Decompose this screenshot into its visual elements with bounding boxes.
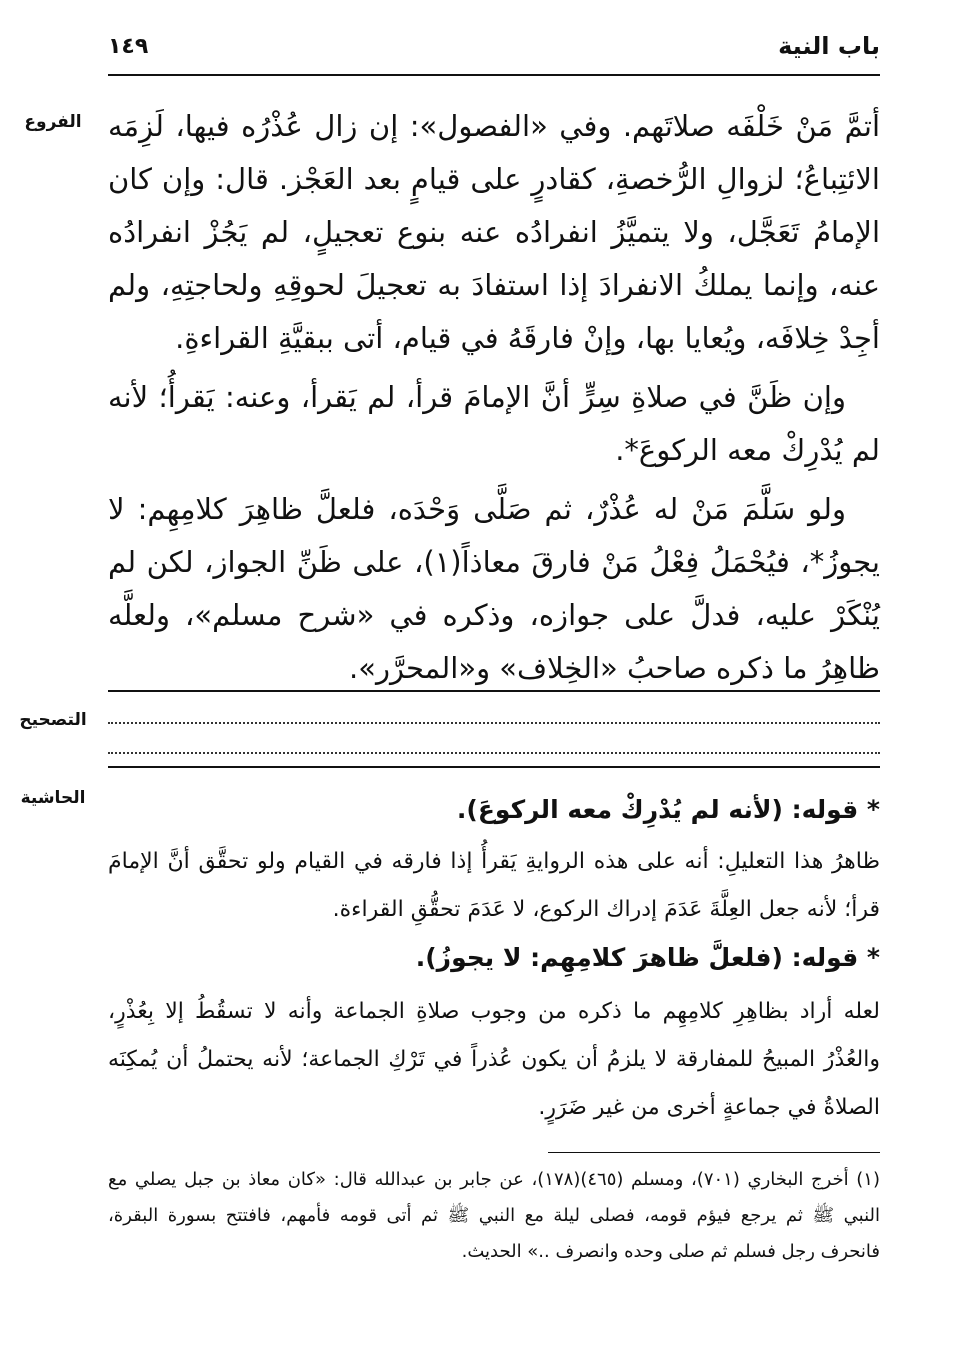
hashiyah-entry	[108, 938, 880, 1132]
main-paragraph: أتمَّ مَنْ خَلْفَه صلاتَهم. وفي «الفصول»: إن زال عُذْرُه فيها، لَزِمَه الائتِباعُ؛ لزوالِ الرُّخصةِ، كقادرٍ على قيامٍ بعد العَجْز. قال: وإن كان الإمامُ تَعَجَّل، ولا يتميَّزُ انفرادُه عنه بنوع تعجيلٍ، لم يَجُزْ انفرادُه عنه، وإنما يملكُ الانفرادَ إذا استفادَ به تعجيلَ لحوقِهِ ولحاجتِهِ، ولم أجِدْ خِلافَه، ويُعايا بها، وإنْ فارقَهُ في قيام، أتى ببقيَّةِ القراءةِ.	[108, 109, 880, 355]
tashih-dotted-line	[108, 722, 880, 724]
page-header	[108, 30, 880, 76]
main-paragraph: وإن ظَنَّ في صلاةِ سِرٍّ أنَّ الإمامَ قرأ، لم يَقرأ، وعنه: يَقرأُ؛ لأنه لم يُدْرِكْ معه الركوعَ*.	[108, 380, 880, 467]
hashiyah-body: ظاهرُ هذا التعليلِ: أنه على هذه الروايةِ يَقرأُ إذا فارقه في القيام ولو تحقَّق أنَّ الإمامَ قرأ؛ لأنه جعل العِلَّةَ عَدَمَ إدراك الركوع، لا عَدَمَ تحقُّقِ القراءة.	[108, 849, 880, 922]
footnote-item: (١) أخرج البخاري (٧٠١)، ومسلم (٤٦٥)(١٧٨)، عن جابر بن عبدالله قال: «كان معاذ بن جبل يصلي مع النبي ﷺ ثم يرجع فيؤم قومه، فصلى ليلة مع النبي ﷺ ثم أتى قومه فأمهم، فافتتح بسورة البقرة، فانحرف رجل فسلم ثم صلى وحده وانصرف ..» الحديث.	[108, 1169, 880, 1262]
side-label-hashiyah: الحاشية	[20, 788, 86, 808]
hashiyah-heading: * قوله: (لأنه لم يُدْرِكْ معه الركوعَ).	[456, 795, 880, 824]
chapter-title: باب النية	[778, 32, 880, 60]
footnote-separator	[548, 1152, 880, 1153]
hashiyah-heading: * قوله: (فلعلَّ ظاهرَ كلامِهِم: لا يجوزُ).	[415, 943, 880, 972]
tashih-top-rule	[108, 690, 880, 692]
main-text	[108, 100, 880, 695]
side-label-furu: الفروع	[24, 112, 82, 132]
tashih-dotted-line	[108, 752, 880, 754]
footnotes	[108, 1162, 880, 1270]
hashiyah-entry	[108, 790, 880, 934]
main-paragraph: ولو سَلَّمَ مَنْ له عُذْرٌ، ثم صَلَّى وَحْدَه، فلعلَّ ظاهِرَ كلامِهِم: لا يجوزُ*، فيُحْمَلُ فِعْلُ مَنْ فارقَ معاذاً(١)، على ظَنِّ الجواز، لكن لم يُنْكَرْ عليه، فدلَّ على جوازه، وذكره في «شرح مسلم»، ولعلَّه ظاهِرُ ما ذكره صاحبُ «الخِلاف» و«المحرَّر».	[108, 492, 880, 685]
tashih-bottom-rule	[108, 766, 880, 768]
page-number: ١٤٩	[108, 34, 149, 59]
side-label-tashih: التصحيح	[19, 710, 87, 730]
hashiyah-body: لعله أراد بظاهِرِ كلامِهِم ما ذكره من وجوب صلاةِ الجماعة وأنه لا تسقُطُ إلا بِعُذْرٍ، والعُذْرُ المبيحُ للمفارقة لا يلزمُ أن يكون عُذراً في تَرْكِ الجماعة؛ لأنه يحتملُ أن يُمكِنَه الصلاةُ في جماعةٍ أخرى من غير ضَرَرٍ.	[108, 999, 880, 1120]
